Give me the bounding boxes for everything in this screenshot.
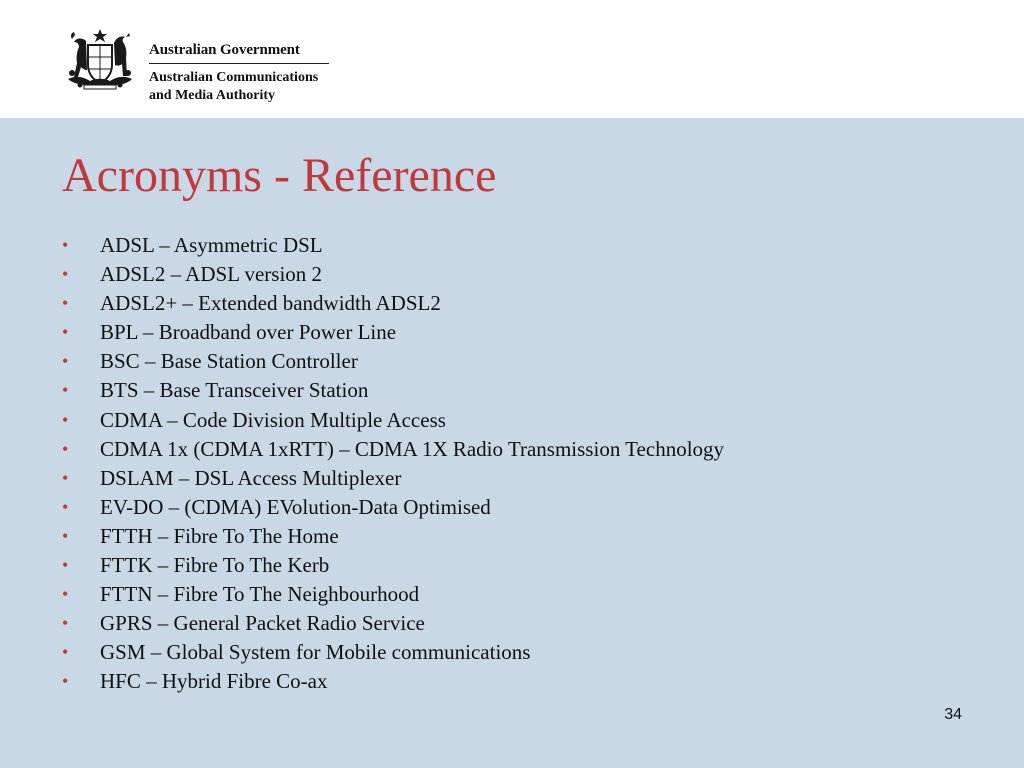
list-item: [62, 435, 724, 464]
list-item-text: ADSL2+ – Extended bandwidth ADSL2: [100, 291, 441, 316]
list-item-text: GSM – Global System for Mobile communications: [100, 640, 531, 665]
list-item-text: CDMA 1x (CDMA 1xRTT) – CDMA 1X Radio Transmission Technology: [100, 436, 725, 461]
bullet-icon: •: [62, 467, 69, 488]
agency-name-line-2: and Media Authority: [149, 88, 276, 103]
list-item-text: CDMA – Code Division Multiple Access: [100, 407, 446, 432]
bullet-icon: •: [62, 642, 69, 663]
list-item-text: ADSL2 – ADSL version 2: [100, 262, 323, 287]
list-item-text: BSC – Base Station Controller: [100, 349, 358, 374]
list-item-text: DSLAM – DSL Access Multiplexer: [100, 465, 402, 490]
list-item: [62, 376, 724, 405]
agency-name-line-1: Australian Communications: [149, 70, 319, 85]
slide-title: Acronyms - Reference: [62, 149, 497, 202]
bullet-icon: •: [62, 264, 69, 285]
agency-name: [149, 69, 369, 105]
list-item: [62, 464, 724, 493]
list-item: [62, 260, 724, 289]
list-item-text: FTTN – Fibre To The Neighbourhood: [100, 582, 420, 607]
coat-of-arms-icon: [58, 27, 142, 91]
bullet-icon: •: [62, 496, 69, 517]
bullet-icon: •: [62, 380, 69, 401]
list-item: [62, 231, 724, 260]
list-item: [62, 318, 724, 347]
bullet-icon: •: [62, 351, 69, 372]
list-item-text: EV-DO – (CDMA) EVolution-Data Optimised: [100, 494, 491, 519]
list-item: [62, 406, 724, 435]
bullet-icon: •: [62, 235, 69, 255]
header-banner: [0, 0, 1024, 118]
list-item: [62, 638, 724, 667]
bullet-icon: •: [62, 584, 69, 605]
bullet-icon: •: [62, 525, 69, 546]
bullet-icon: •: [62, 322, 69, 343]
bullet-icon: •: [62, 613, 69, 634]
list-item: [62, 667, 724, 696]
list-item-text: HFC – Hybrid Fibre Co-ax: [100, 669, 328, 694]
acronym-list: [62, 231, 724, 697]
bullet-icon: •: [62, 438, 69, 459]
list-item: [62, 609, 724, 638]
bullet-icon: •: [62, 409, 69, 430]
list-item-text: ADSL – Asymmetric DSL: [100, 233, 323, 257]
list-item: [62, 522, 724, 551]
list-item: [62, 289, 724, 318]
list-item-text: BTS – Base Transceiver Station: [100, 378, 369, 403]
list-item: [62, 551, 724, 580]
list-item-text: FTTK – Fibre To The Kerb: [100, 553, 330, 578]
list-item-text: BPL – Broadband over Power Line: [100, 320, 397, 345]
list-item-text: GPRS – General Packet Radio Service: [100, 611, 425, 636]
page-number: 34: [944, 706, 962, 723]
list-item-text: FTTH – Fibre To The Home: [100, 523, 339, 548]
government-name: Australian Government: [149, 42, 300, 58]
bullet-icon: •: [62, 293, 69, 314]
list-item: [62, 347, 724, 376]
header-divider: [149, 63, 329, 64]
bullet-icon: •: [62, 671, 69, 692]
list-item: [62, 580, 724, 609]
bullet-icon: •: [62, 555, 69, 576]
list-item: [62, 493, 724, 522]
